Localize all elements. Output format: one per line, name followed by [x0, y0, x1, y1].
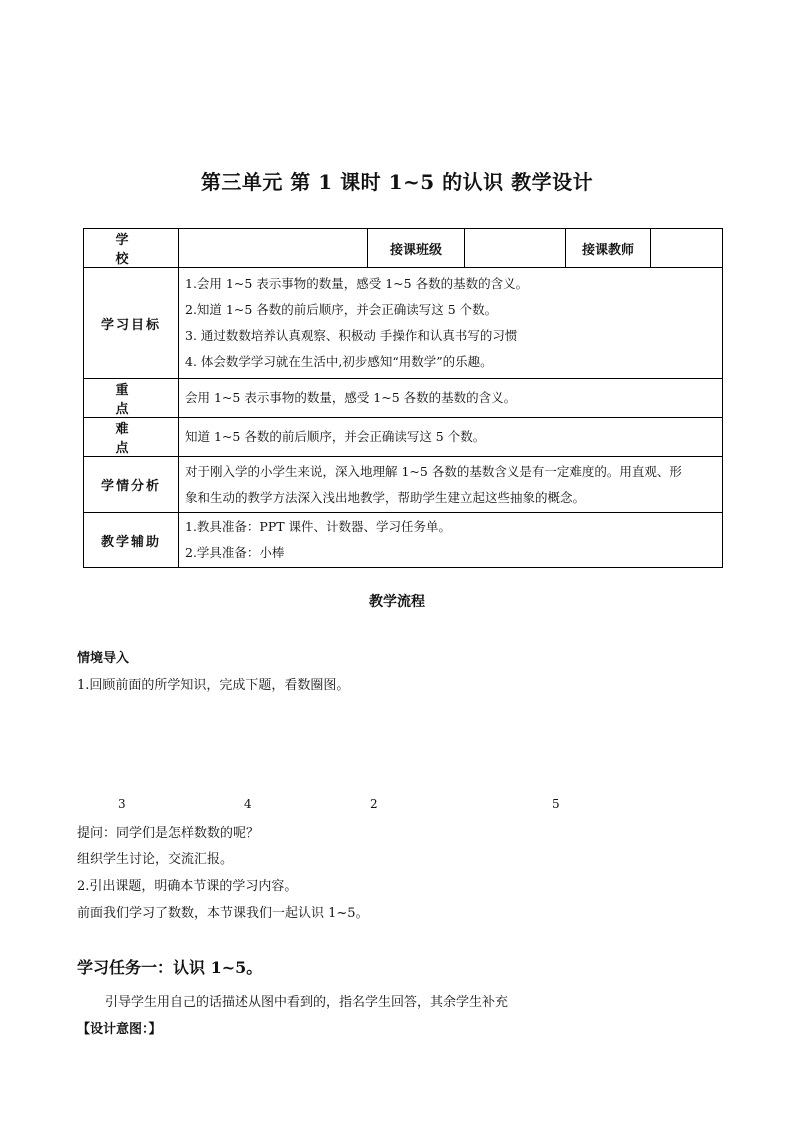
goal-item: 2.知道 1~5 各数的前后顺序，并会正确读写这 5 个数。: [185, 302, 498, 317]
goals-cell: [179, 268, 723, 379]
page-title: 第三单元 第 1 课时 1~5 的认识 教学设计: [200, 170, 594, 194]
aid-item: 1.教具准备：PPT 课件、计数器、学习任务单。: [185, 519, 452, 534]
goal-item: 4. 体会数学学习就在生活中,初步感知“用数学”的乐趣。: [185, 354, 493, 369]
number-label: 5: [552, 797, 560, 811]
class-value: [465, 229, 566, 268]
teacher-label: 接课教师: [566, 229, 651, 268]
number-label: 2: [370, 797, 378, 811]
question-line: 提问：同学们是怎样数数的呢？: [77, 826, 260, 841]
difficult-point-value: 知道 1~5 各数的前后顺序，并会正确读写这 5 个数。: [179, 418, 723, 457]
analysis-label: 学情分析: [84, 457, 179, 513]
intro-line-1: 1.回顾前面的所学知识，完成下题，看数圈图。: [77, 678, 350, 693]
task1-title: 学习任务一：认识 1~5。: [77, 958, 263, 977]
task1-line: 引导学生用自己的话描述从图中看到的，指名学生回答，其余学生补充: [105, 995, 509, 1010]
key-point-label: 重 点: [84, 379, 179, 418]
analysis-line: 象和生动的教学方法深入浅出地教学，帮助学生建立起这些抽象的概念。: [185, 489, 586, 505]
school-label: 学 校: [84, 229, 179, 268]
discussion-line: 组织学生讨论，交流汇报。: [77, 852, 234, 867]
number-label: 3: [118, 797, 126, 811]
school-value: [179, 229, 368, 268]
analysis-cell: [179, 457, 723, 513]
flow-title: 教学流程: [369, 594, 425, 610]
difficult-point-label: 难 点: [84, 418, 179, 457]
aids-label: 教学辅助: [84, 513, 179, 568]
goal-item: 1.会用 1~5 表示事物的数量，感受 1~5 各数的基数的含义。: [185, 276, 529, 291]
design-intent: 【设计意图：】: [77, 1022, 162, 1037]
number-label: 4: [244, 797, 252, 811]
aids-cell: [179, 513, 723, 568]
intro-line-3: 前面我们学习了数数，本节课我们一起认识 1~5。: [77, 906, 369, 921]
teacher-value: [651, 229, 723, 268]
goal-item: 3. 通过数数培养认真观察、积极动 手操作和认真书写的习惯: [185, 328, 518, 343]
goals-label: 学习目标: [84, 268, 179, 379]
aid-item: 2.学具准备：小棒: [185, 545, 285, 560]
class-label: 接课班级: [368, 229, 465, 268]
intro-heading: 情境导入: [77, 651, 130, 666]
intro-line-2: 2.引出课题，明确本节课的学习内容。: [77, 879, 298, 894]
lesson-info-table: [83, 228, 723, 568]
analysis-line: 对于刚入学的小学生来说，深入地理解 1~5 各数的基数含义是有一定难度的。用直观、形: [185, 463, 682, 479]
key-point-value: 会用 1~5 表示事物的数量，感受 1~5 各数的基数的含义。: [179, 379, 723, 418]
